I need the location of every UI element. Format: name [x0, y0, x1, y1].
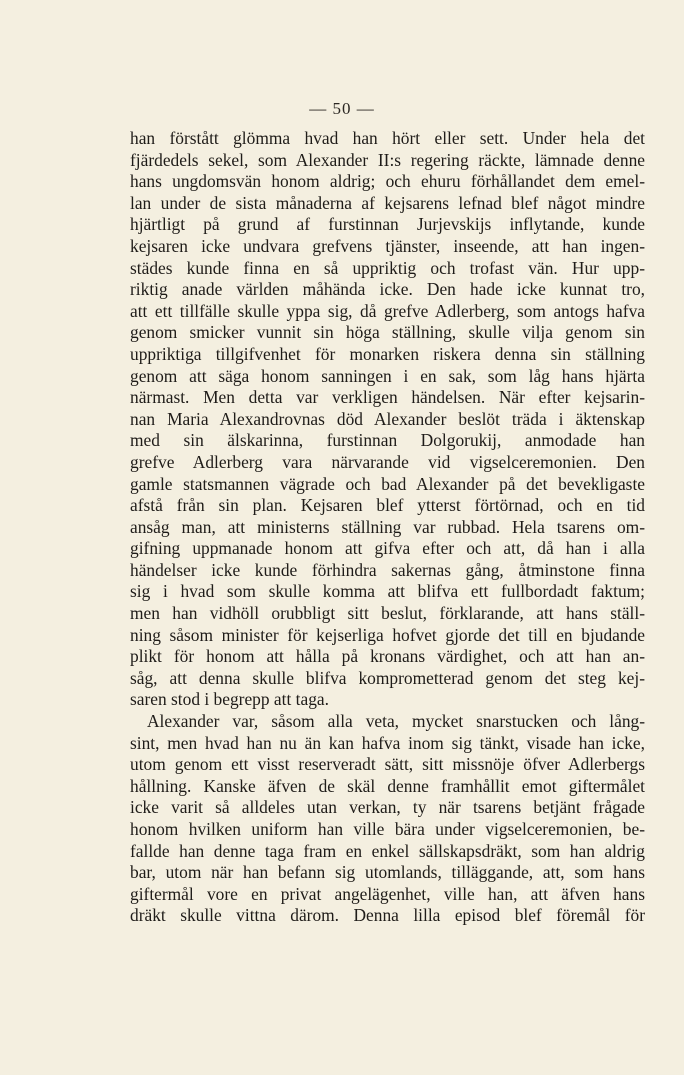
- text-line: närmast. Men detta var verkligen händelsen. När efter kejsarin-: [130, 387, 645, 408]
- text-line: honom hvilken uniform han ville bära under vigselceremonien, be-: [130, 819, 645, 839]
- text-line: ning såsom minister för kejserliga hofvet gjorde det till en bjudande: [130, 624, 645, 645]
- text-line: dräkt skulle vittna därom. Denna lilla episod blef föremål för: [130, 905, 645, 926]
- paragraph-end-line: saren stod i begrepp att taga.: [130, 689, 329, 710]
- text-line: icke varit så alldeles utan verkan, ty när tsarens betjänt frågade: [130, 797, 645, 818]
- text-line: sint, men hvad han nu än kan hafva inom sig tänkt, visade han icke,: [130, 732, 645, 753]
- text-line: städes kunde finna en så uppriktig och trofast vän. Hur upp-: [130, 257, 645, 278]
- body-text: [130, 128, 645, 927]
- text-line: giftermål vore en privat angelägenhet, ville han, att äfven hans: [130, 883, 645, 904]
- text-line: bar, utom när han befann sig utomlands, tilläggande, att, som hans: [130, 862, 645, 883]
- text-line: hjärtligt på grund af furstinnan Jurjevskijs inflytande, kunde: [130, 214, 645, 235]
- text-line: genom att säga honom sanningen i en sak, som låg hans hjärta: [130, 365, 645, 386]
- text-line: utom genom ett visst reserveradt sätt, sitt missnöje öfver Adlerbergs: [130, 754, 645, 775]
- text-line: ansåg man, att ministerns ställning var rubbad. Hela tsarens om-: [130, 516, 645, 537]
- paragraph-start-line: Alexander var, såsom alla veta, mycket snarstucken och lång-: [147, 711, 645, 732]
- text-line: händelser icke kunde förhindra sakernas gång, åtminstone finna: [130, 559, 645, 580]
- text-line: riktig anade världen måhända icke. Den hade icke kunnat tro,: [130, 279, 645, 300]
- text-line: han förstått glömma hvad han hört eller sett. Under hela det: [130, 128, 645, 148]
- text-line: nan Maria Alexandrovnas död Alexander beslöt träda i äktenskap: [130, 408, 645, 429]
- text-line: kejsaren icke undvara grefvens tjänster, inseende, att han ingen-: [130, 235, 645, 256]
- text-line: afstå från sin plan. Kejsaren blef ytterst förtörnad, och en tid: [130, 495, 645, 516]
- text-line: lan under de sista månaderna af kejsarens lefnad blef något mindre: [130, 192, 645, 213]
- text-line: hållning. Kanske äfven de skäl denne framhållit emot giftermålet: [130, 775, 645, 796]
- text-line: grefve Adlerberg vara närvarande vid vigselceremonien. Den: [130, 451, 645, 472]
- text-line: genom smicker vunnit sin höga ställning, skulle vilja genom sin: [130, 322, 645, 343]
- text-line: fallde han denne taga fram en enkel sällskapsdräkt, som han aldrig: [130, 840, 645, 861]
- text-line: hans ungdomsvän honom aldrig; och ehuru förhållandet dem emel-: [130, 171, 645, 192]
- text-line: med sin älskarinna, furstinnan Dolgorukij, anmodade han: [130, 430, 645, 451]
- text-line: men han vidhöll orubbligt sitt beslut, förklarande, att hans ställ-: [130, 603, 645, 624]
- text-line: uppriktiga tillgifvenhet för monarken riskera denna sin ställning: [130, 343, 645, 364]
- text-line: sig i hvad som skulle komma att blifva ett fullbordadt faktum;: [130, 581, 645, 602]
- text-line: såg, att denna skulle blifva komprometterad genom det steg kej-: [130, 667, 645, 688]
- page-number: — 50 —: [309, 99, 375, 118]
- text-line: gifning uppmanade honom att gifva efter och att, då han i alla: [130, 538, 645, 559]
- text-line: gamle statsmannen vägrade och bad Alexander på det bevekligaste: [130, 473, 645, 494]
- text-line: plikt för honom att hålla på kronans värdighet, och att han an-: [130, 646, 645, 667]
- text-line: fjärdedels sekel, som Alexander II:s regering räckte, lämnade denne: [130, 149, 645, 170]
- text-line: att ett tillfälle skulle yppa sig, då grefve Adlerberg, som antogs hafva: [130, 300, 645, 321]
